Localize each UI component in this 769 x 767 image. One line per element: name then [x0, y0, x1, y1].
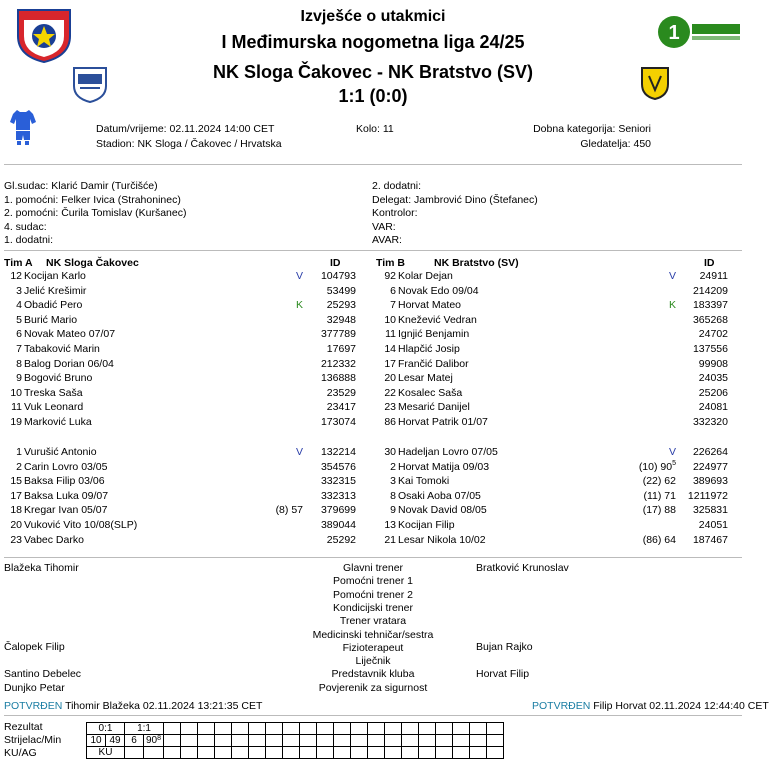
player-number: 21 — [384, 533, 396, 546]
player-mark: V — [668, 270, 676, 282]
player-number: 9 — [390, 504, 396, 517]
player-name: Horvat Matija 09/03 — [398, 460, 490, 473]
score-cell: 10 — [87, 735, 106, 747]
player-name: Vabec Darko — [24, 533, 84, 546]
score-cell — [317, 723, 334, 735]
score-cell — [334, 723, 351, 735]
player-name: Kosalec Saša — [398, 386, 463, 399]
official-right-row: AVAR: — [372, 234, 402, 246]
score-cell — [385, 735, 402, 747]
player-name: Kolar Dejan — [398, 270, 453, 282]
score-cell — [470, 735, 487, 747]
player-mark: V — [295, 446, 303, 458]
score-cell — [198, 735, 215, 747]
player-id: 332313 — [320, 489, 356, 502]
team-b-physio: Bujan Rajko — [476, 641, 533, 653]
score-cell — [419, 735, 436, 747]
official-right-row: VAR: — [372, 220, 396, 233]
player-number: 2 — [16, 460, 22, 473]
player-name: Ignjić Benjamin — [398, 328, 470, 341]
score-cell — [283, 735, 300, 747]
player-name: Baksa Luka 09/07 — [24, 489, 109, 502]
score-cell — [487, 735, 504, 747]
jersey-icon — [10, 108, 36, 146]
player-name: Kai Tomoki — [398, 475, 450, 488]
match-score: 1:1 (0:0) — [338, 86, 408, 106]
player-name: Hadeljan Lovro 07/05 — [398, 446, 498, 458]
player-id: 389044 — [320, 519, 356, 531]
player-number: 2 — [390, 460, 396, 473]
match-datetime: Datum/vrijeme: 02.11.2024 14:00 CET — [96, 123, 275, 135]
staff-role: Pomoćni trener 2 — [333, 588, 413, 601]
team-b-name: NK Bratstvo (SV) — [434, 257, 519, 269]
score-cell — [487, 747, 504, 759]
player-number: 86 — [384, 416, 396, 428]
result-label: Rezultat — [4, 721, 43, 733]
score-cell — [232, 735, 249, 747]
score-cell — [215, 723, 232, 735]
spectators: Gledatelja: 450 — [580, 138, 651, 150]
player-mark: V — [295, 270, 303, 282]
player-name: Marković Luka — [24, 416, 92, 428]
staff-role: Pomoćni trener 1 — [333, 575, 413, 588]
player-id: 32948 — [326, 313, 356, 326]
player-number: 8 — [390, 489, 396, 502]
score-cell — [232, 723, 249, 735]
player-name: Frančić Dalibor — [398, 357, 469, 370]
score-cell — [334, 735, 351, 747]
official-right-row: 2. dodatni: — [372, 180, 422, 192]
score-cell — [419, 723, 436, 735]
player-id: 23417 — [326, 401, 356, 414]
score-cell — [181, 747, 198, 759]
team-b-club-rep: Horvat Filip — [476, 668, 530, 680]
player-id: 24051 — [698, 519, 728, 531]
player-number: 6 — [390, 284, 396, 297]
player-id: 325831 — [692, 504, 728, 517]
team-a-name: NK Sloga Čakovec — [46, 257, 139, 269]
score-cell — [300, 735, 317, 747]
score-cell — [453, 723, 470, 735]
score-cell — [249, 747, 266, 759]
score-cell — [283, 747, 300, 759]
player-number: 1 — [16, 446, 22, 458]
score-grid-row — [87, 723, 504, 735]
player-number: 3 — [390, 475, 396, 488]
player-mark: (10) $90^5$ — [638, 459, 676, 473]
player-mark: (11) 71 — [643, 489, 676, 502]
player-number: 22 — [384, 386, 396, 399]
official-left-row: 4. sudac: — [4, 220, 47, 233]
report-title: Izvješće o utakmici — [300, 8, 446, 25]
player-id: 365268 — [692, 313, 728, 326]
score-cell — [436, 747, 453, 759]
score-cell — [402, 723, 419, 735]
score-cell — [436, 723, 453, 735]
score-cell — [470, 723, 487, 735]
score-cell — [198, 747, 215, 759]
player-id: 389693 — [692, 475, 728, 488]
score-cell — [283, 723, 300, 735]
player-number: 3 — [16, 284, 22, 297]
score-cell — [300, 723, 317, 735]
player-id: 137556 — [692, 343, 728, 355]
player-id: 104793 — [320, 270, 356, 282]
player-number: 6 — [16, 328, 22, 341]
score-cell — [351, 735, 368, 747]
score-cell — [300, 747, 317, 759]
score-cell — [385, 747, 402, 759]
player-mark: (17) 88 — [642, 504, 676, 517]
score-cell — [181, 735, 198, 747]
score-cell: $90^8$ — [144, 735, 164, 747]
score-cell — [436, 735, 453, 747]
player-mark: K — [668, 299, 676, 312]
scorer-label: Strijelac/Min — [4, 734, 62, 746]
match-teams: NK Sloga Čakovec - NK Bratstvo (SV) — [212, 62, 534, 82]
player-number: 18 — [10, 504, 22, 517]
player-number: 9 — [16, 372, 22, 385]
player-name: Baksa Filip 03/06 — [24, 475, 105, 488]
team-a-club-rep: Santino Debelec — [4, 668, 82, 680]
official-left-row: 1. pomoćni: Felker Ivica (Strahoninec) — [4, 193, 181, 206]
player-id: 24911 — [699, 270, 728, 282]
score-cell — [487, 723, 504, 735]
score-cell — [144, 747, 164, 759]
player-id: 99908 — [698, 357, 728, 370]
score-cell — [266, 735, 283, 747]
team-b-id-header: ID — [704, 257, 715, 269]
player-name: Bogović Bruno — [24, 372, 93, 385]
player-mark: (86) 64 — [642, 533, 676, 546]
official-left-row: Gl.sudac: Klarić Damir (Turčišće) — [4, 180, 158, 192]
staff-role: Predstavnik kluba — [331, 668, 415, 681]
player-number: 8 — [16, 357, 22, 370]
match-round: Kolo: 11 — [356, 123, 394, 135]
score-cell — [164, 723, 181, 735]
player-id: 173074 — [320, 416, 356, 428]
player-id: 24081 — [698, 401, 728, 414]
player-number: 13 — [384, 519, 396, 531]
player-id: 224977 — [692, 460, 728, 473]
player-id: 17697 — [326, 343, 356, 355]
player-id: 212332 — [320, 357, 356, 370]
player-number: 5 — [16, 313, 22, 326]
player-id: 25293 — [326, 299, 356, 312]
player-number: 17 — [384, 357, 396, 370]
score-cell — [164, 735, 181, 747]
player-number: 15 — [10, 475, 22, 488]
player-number: 92 — [384, 270, 396, 282]
player-number: 14 — [384, 343, 396, 355]
player-name: Treska Saša — [24, 386, 83, 399]
player-id: 25206 — [698, 386, 728, 399]
match-stadium: Stadion: NK Sloga / Čakovec / Hrvatska — [96, 138, 282, 150]
score-cell — [470, 747, 487, 759]
player-name: Hlapčić Josip — [398, 343, 460, 355]
player-mark: (8) 57 — [275, 504, 303, 517]
confirm-text: Tihomir Blažeka 02.11.2024 13:21:35 CET — [65, 700, 263, 712]
score-cell — [215, 747, 232, 759]
score-cell — [402, 735, 419, 747]
player-id: 379699 — [320, 504, 356, 517]
score-cell: 0:1 — [87, 723, 125, 735]
player-id: 377789 — [320, 328, 356, 341]
score-cell — [181, 723, 198, 735]
player-number: 20 — [10, 519, 22, 531]
player-name: Jelić Krešimir — [24, 284, 87, 297]
svg-text:1: 1 — [668, 22, 680, 44]
score-cell — [385, 723, 402, 735]
confirm-label: POTVRĐEN — [532, 700, 591, 712]
player-id: 24702 — [698, 328, 728, 341]
player-name: Carin Lovro 03/05 — [24, 460, 108, 473]
score-cell — [215, 735, 232, 747]
player-name: Kocijan Filip — [398, 519, 455, 531]
player-name: Kregar Ivan 05/07 — [24, 504, 108, 517]
score-grid-row — [87, 747, 504, 759]
score-grid-row — [87, 735, 504, 747]
team-b-confirmation — [532, 699, 769, 713]
score-cell — [368, 723, 385, 735]
player-name: Vurušić Antonio — [24, 446, 97, 458]
confirm-label: POTVRĐEN — [4, 700, 63, 712]
official-right-row: Kontrolor: — [372, 207, 418, 219]
player-name: Kocijan Karlo — [24, 270, 86, 282]
score-cell — [317, 747, 334, 759]
player-id: 332315 — [320, 475, 356, 488]
team-a-head-coach: Blažeka Tihomir — [4, 562, 79, 574]
player-mark: K — [295, 299, 303, 312]
score-cell — [351, 723, 368, 735]
player-name: Horvat Mateo — [398, 299, 462, 312]
player-name: Osaki Aoba 07/05 — [398, 489, 481, 502]
player-name: Novak David 08/05 — [398, 504, 487, 517]
player-name: Burić Mario — [24, 313, 78, 326]
team-a-id-header: ID — [330, 257, 341, 269]
team-b-head-coach: Bratković Krunoslav — [476, 562, 569, 574]
player-id: 187467 — [692, 533, 728, 546]
score-cell: KU — [87, 747, 125, 759]
player-number: 30 — [384, 446, 396, 458]
team-b-label: Tim B — [376, 257, 405, 269]
sub-minute-extra: 5 — [672, 459, 676, 467]
score-cell — [198, 723, 215, 735]
player-name: Knežević Vedran — [398, 313, 477, 326]
player-id: 354576 — [320, 460, 356, 473]
score-cell — [334, 747, 351, 759]
player-name: Obadić Pero — [24, 299, 83, 312]
score-cell — [125, 747, 144, 759]
player-number: 20 — [384, 372, 396, 385]
player-number: 11 — [11, 401, 22, 414]
player-number: 7 — [16, 343, 22, 355]
player-mark: (22) 62 — [642, 475, 676, 488]
score-cell — [402, 747, 419, 759]
score-cell — [368, 747, 385, 759]
player-id: 226264 — [692, 446, 728, 458]
player-id: 183397 — [692, 299, 728, 312]
score-cell: 6 — [125, 735, 144, 747]
player-id: 24035 — [698, 372, 728, 385]
score-cell — [317, 735, 334, 747]
player-id: 214209 — [692, 284, 728, 297]
player-name: Novak Edo 09/04 — [398, 284, 479, 297]
league-name: I Međimurska nogometna liga 24/25 — [221, 32, 525, 52]
player-number: 10 — [384, 313, 396, 326]
score-cell — [249, 723, 266, 735]
player-id: 23529 — [326, 386, 356, 399]
official-left-row: 2. pomoćni: Čurila Tomislav (Kuršanec) — [4, 207, 187, 219]
player-name: Vuković Vito 10/08(SLP) — [24, 519, 138, 531]
confirm-text: Filip Horvat 02.11.2024 12:44:40 CET — [593, 700, 769, 712]
score-cell — [453, 747, 470, 759]
staff-role: Medicinski tehničar/sestra — [312, 628, 434, 641]
player-number: 19 — [10, 416, 22, 428]
player-name: Novak Mateo 07/07 — [24, 328, 116, 341]
score-cell — [266, 747, 283, 759]
player-name: Vuk Leonard — [24, 401, 84, 414]
official-right-row: Delegat: Jambrović Dino (Štefanec) — [372, 193, 538, 206]
player-number: 10 — [10, 386, 22, 399]
player-id: 136888 — [320, 372, 356, 385]
extra-minute: 8 — [157, 735, 162, 742]
player-name: Tabaković Marin — [24, 343, 100, 355]
score-cell — [419, 747, 436, 759]
staff-role: Povjerenik za sigurnost — [318, 681, 428, 694]
player-name: Horvat Patrik 01/07 — [398, 416, 488, 428]
player-id: 25292 — [326, 533, 356, 546]
player-number: 7 — [390, 299, 396, 312]
score-cell — [368, 735, 385, 747]
player-id: 132214 — [320, 446, 356, 458]
player-number: 11 — [385, 328, 396, 341]
staff-role: Trener vratara — [339, 615, 407, 628]
score-cell — [453, 735, 470, 747]
team-a-confirmation — [4, 699, 262, 713]
score-cell: 49 — [106, 735, 125, 747]
official-left-row: 1. dodatni: — [4, 234, 54, 246]
ku-ag-label: KU/AG — [4, 747, 37, 759]
score-cell: 1:1 — [125, 723, 164, 735]
score-cell — [266, 723, 283, 735]
score-cell — [164, 747, 181, 759]
player-name: Lesar Matej — [398, 372, 453, 385]
staff-role: Kondicijski trener — [333, 601, 413, 614]
player-id: 53499 — [326, 284, 356, 297]
player-number: 12 — [10, 270, 22, 282]
team-a-label: Tim A — [4, 257, 33, 269]
score-cell — [232, 747, 249, 759]
score-cell — [351, 747, 368, 759]
player-id: 332320 — [692, 416, 728, 428]
player-name: Mesarić Danijel — [398, 401, 470, 414]
staff-role: Fizioterapeut — [342, 641, 404, 654]
score-grid — [86, 722, 504, 759]
player-number: 4 — [16, 299, 22, 312]
player-number: 23 — [10, 533, 22, 546]
player-mark: V — [668, 446, 676, 458]
player-name: Balog Dorian 06/04 — [24, 357, 114, 370]
team-a-security: Dunjko Petar — [4, 682, 65, 694]
staff-role: Liječnik — [355, 655, 391, 668]
player-name: Lesar Nikola 10/02 — [398, 533, 486, 546]
team-a-physio: Čalopek Filip — [4, 641, 65, 653]
player-number: 17 — [10, 489, 22, 502]
age-category: Dobna kategorija: Seniori — [533, 123, 651, 135]
player-id: 1211972 — [687, 489, 728, 502]
staff-role: Glavni trener — [342, 562, 404, 574]
score-cell — [249, 735, 266, 747]
player-number: 23 — [384, 401, 396, 414]
